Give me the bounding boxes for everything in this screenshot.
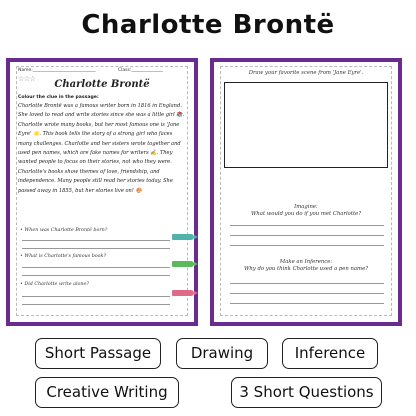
answer-line[interactable] — [22, 240, 170, 241]
imagine-heading: Imagine: — [294, 204, 318, 210]
name-field-label: Name:____________________________ — [18, 68, 96, 73]
answer-line[interactable] — [22, 248, 170, 249]
crayon-icon — [172, 234, 194, 240]
worksheet-passage-page — [6, 58, 198, 326]
passage-line: many challenges. Charlotte and her sisters wrote together and — [18, 140, 181, 147]
tag-3-short-questions: 3 Short Questions — [231, 377, 382, 408]
drawing-prompt: Draw your favorite scene from 'Jane Eyre'. — [248, 70, 364, 76]
answer-line[interactable] — [230, 225, 384, 226]
passage-line: wanted people to focus on their stories, not who they were. — [18, 159, 172, 166]
tag-short-passage: Short Passage — [35, 338, 161, 369]
passage-line: independence. Many people still read her stories today. She — [18, 178, 173, 185]
passage-line: Charlotte wrote many books, but her most famous one is 'Jane — [18, 121, 180, 128]
reading-passage — [18, 102, 192, 196]
rating-stars-icon: ☆☆☆ — [18, 75, 36, 83]
answer-line[interactable] — [22, 267, 170, 268]
inference-question: Why do you think Charlotte used a pen name? — [243, 266, 369, 272]
page-title: Charlotte Brontë — [81, 10, 335, 40]
answer-line[interactable] — [230, 245, 384, 246]
drawing-area[interactable] — [224, 82, 388, 168]
crayon-icon — [172, 261, 194, 267]
answer-line[interactable] — [22, 296, 170, 297]
answer-line[interactable] — [230, 293, 384, 294]
question-1: • When was Charlotte Brontë born? — [20, 228, 108, 233]
tag-creative-writing: Creative Writing — [35, 377, 179, 408]
passage-line: Charlotte Brontë was a famous writer born in 1816 in England. — [18, 103, 182, 109]
answer-line[interactable] — [230, 283, 384, 284]
worksheet-activity-page — [210, 58, 402, 326]
question-text: What is Charlotte's famous book? — [24, 254, 107, 259]
answer-line[interactable] — [230, 303, 384, 304]
tag-drawing: Drawing — [176, 338, 268, 369]
answer-line[interactable] — [230, 235, 384, 236]
passage-line: passed away in 1855, but her stories live on! 🎨 — [18, 187, 142, 194]
question-text: Did Charlotte write alone? — [24, 282, 89, 287]
worksheet-title: Charlotte Brontë — [54, 79, 150, 90]
instruction-text: Colour the clue in the passage: — [18, 95, 99, 100]
answer-line[interactable] — [22, 275, 170, 276]
passage-line: used pen names, which are fake names for writers ✍️. They — [18, 150, 173, 157]
passage-line: Charlotte's books show themes of love, friendship, and — [18, 168, 160, 175]
question-text: When was Charlotte Brontë born? — [24, 228, 108, 233]
class-field-label: Class:______________ — [118, 68, 163, 73]
question-2: • What is Charlotte's famous book? — [20, 254, 107, 259]
passage-line: She loved to read and write stories since she was a little girl 📚. — [18, 112, 185, 119]
imagine-question: What would you do if you met Charlotte? — [250, 211, 362, 217]
tag-inference: Inference — [282, 338, 378, 369]
answer-line[interactable] — [22, 304, 170, 305]
crayon-icon — [172, 290, 194, 296]
question-3: • Did Charlotte write alone? — [20, 282, 89, 287]
inference-heading: Make an Inference: — [279, 259, 333, 265]
passage-line: Eyre' 🌟. This book tells the story of a strong girl who faces — [18, 131, 173, 138]
